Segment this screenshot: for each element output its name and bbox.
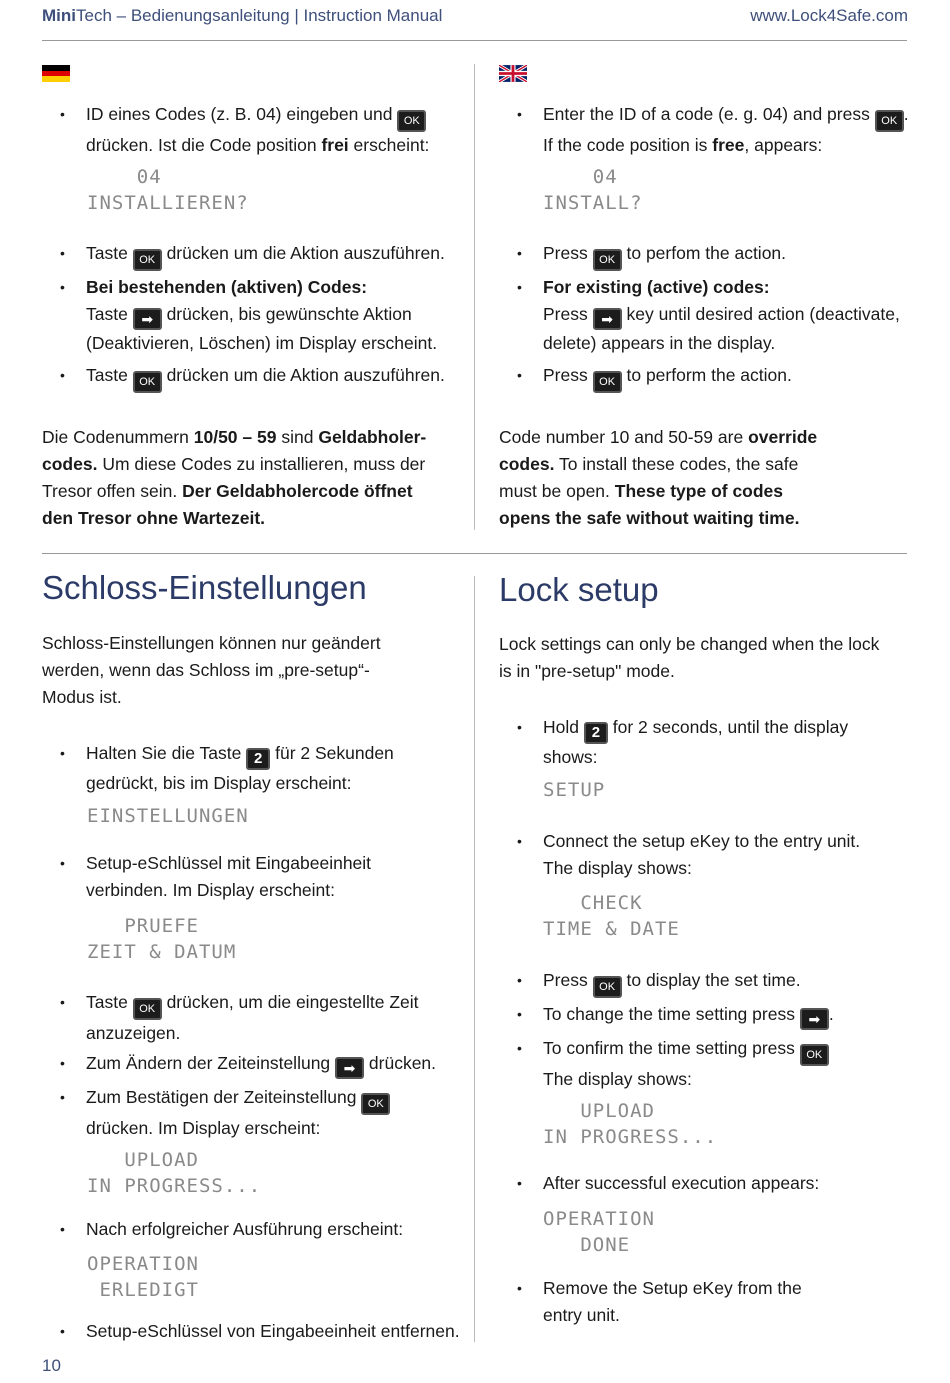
de-lcd-install: 04 INSTALLIEREN? (87, 166, 249, 214)
header-title (42, 6, 442, 26)
en-lcd-install: 04 INSTALL? (543, 166, 643, 214)
de-lcd-settings: EINSTELLUNGEN (87, 805, 249, 827)
en-lcd-setup: SETUP (543, 779, 606, 801)
de-step-success: • Nach erfolgreicher Ausführung erscheint: (60, 1219, 404, 1239)
ok-key-icon: OK (361, 1093, 390, 1115)
en-step-existing-codes: • For existing (active) codes: Press ➡ key until desired action (deactivate, delete) appears in the display. (517, 277, 900, 353)
ok-key-icon: OK (593, 371, 622, 393)
de-step-confirm-time: • Zum Bestätigen der Zeiteinstellung OK drücken. Im Display erscheint: (86, 1084, 466, 1142)
en-setup-intro: Lock settings can only be changed when the lock is in "pre-setup" mode. (499, 634, 880, 681)
de-setup-intro: Schloss-Einstellungen können nur geändert werden, wenn das Schloss im „pre-setup“- Modus ist. (42, 633, 381, 707)
key-2-icon: 2 (246, 748, 270, 770)
de-step-connect-ekey: • Setup-eSchlüssel mit Eingabeeinheit verbinden. Im Display erscheint: (60, 853, 372, 900)
en-lcd-check-time: CHECK TIME & DATE (543, 892, 680, 940)
column-divider-top (474, 64, 475, 530)
ok-key-icon: OK (800, 1044, 829, 1066)
arrow-key-icon: ➡ (133, 308, 162, 330)
column-divider-bottom (474, 576, 475, 1342)
en-step-connect-ekey: • Connect the setup eKey to the entry unit. The display shows: (517, 831, 861, 878)
german-flag-icon (42, 65, 70, 82)
en-step-change-time: • To change the time setting press ➡ . (543, 1001, 913, 1030)
ok-key-icon: OK (593, 976, 622, 998)
de-lcd-done: OPERATION ERLEDIGT (87, 1253, 199, 1301)
de-lcd-check-time: PRUEFE ZEIT & DATUM (87, 915, 237, 963)
en-step-remove-ekey: • Remove the Setup eKey from the entry unit. (517, 1278, 802, 1325)
uk-flag-icon (499, 65, 527, 82)
de-step-press-ok-2: • Taste OK drücken um die Aktion auszuführen. (86, 362, 466, 393)
arrow-key-icon: ➡ (593, 308, 622, 330)
section-divider (42, 553, 907, 554)
brand-mini: Mini (42, 6, 76, 25)
page-number: 10 (42, 1356, 61, 1375)
de-step-show-time: • Taste OK drücken, um die eingestellte Zeit anzuzeigen. (60, 992, 419, 1043)
de-override-note: Die Codenummern 10/50 – 59 sind Geldabholer- codes. Um diese Codes zu installieren, muss der Tresor offen sein. Der Geldabholercode öffnet den Tresor ohne Wartezeit. (42, 427, 427, 528)
de-step-existing-codes: • Bei bestehenden (aktiven) Codes: Taste ➡ drücken, bis gewünschte Aktion (Deaktivieren, Löschen) im Display erscheint. (60, 277, 438, 353)
brand-tech: Tech (76, 6, 112, 25)
website-url: www.Lock4Safe.com (750, 6, 908, 25)
en-step-press-ok-2: • Press OK to perform the action. (543, 362, 923, 393)
ok-key-icon: OK (133, 249, 162, 271)
en-lcd-upload: UPLOAD IN PROGRESS... (543, 1100, 718, 1148)
ok-key-icon: OK (593, 249, 622, 271)
en-lcd-done: OPERATION DONE (543, 1208, 655, 1256)
ok-key-icon: OK (133, 371, 162, 393)
ok-key-icon: OK (875, 110, 904, 132)
de-section-heading: Schloss-Einstellungen (42, 569, 367, 606)
manual-title: – Bedienungsanleitung | Instruction Manual (111, 6, 443, 25)
ok-key-icon: OK (133, 998, 162, 1020)
de-step-enter-id: • ID eines Codes (z. B. 04) eingeben und OK drücken. Ist die Code position frei erscheint: (60, 104, 430, 155)
header-divider (42, 40, 907, 41)
en-step-success: • After successful execution appears: (517, 1173, 820, 1193)
arrow-key-icon: ➡ (335, 1057, 364, 1079)
de-step-remove-ekey: • Setup-eSchlüssel von Eingabeeinheit entfernen. (60, 1321, 460, 1341)
de-step-press-ok: • Taste OK drücken um die Aktion auszuführen. (86, 240, 466, 271)
en-step-hold-2: • Hold 2 for 2 seconds, until the display shows: (517, 717, 849, 767)
de-lcd-upload: UPLOAD IN PROGRESS... (87, 1149, 262, 1197)
arrow-key-icon: ➡ (800, 1008, 829, 1030)
en-step-show-time: • Press OK to display the set time. (543, 967, 913, 998)
en-section-heading: Lock setup (499, 571, 659, 608)
en-step-confirm-time: • To confirm the time setting press OK The display shows: (543, 1035, 913, 1093)
de-step-change-time: • Zum Ändern der Zeiteinstellung ➡ drücken. (86, 1050, 466, 1079)
en-step-enter-id: • Enter the ID of a code (e. g. 04) and press OK . If the code position is free, appears: (517, 104, 909, 155)
ok-key-icon: OK (397, 110, 426, 132)
key-2-icon: 2 (584, 722, 608, 744)
de-step-hold-2: • Halten Sie die Taste 2 für 2 Sekunden gedrückt, bis im Display erscheint: (60, 743, 394, 793)
en-step-press-ok: • Press OK to perfom the action. (543, 240, 923, 271)
en-override-note: Code number 10 and 50-59 are override codes. To install these codes, the safe must be open. These type of codes opens the safe without waiting time. (499, 427, 818, 528)
